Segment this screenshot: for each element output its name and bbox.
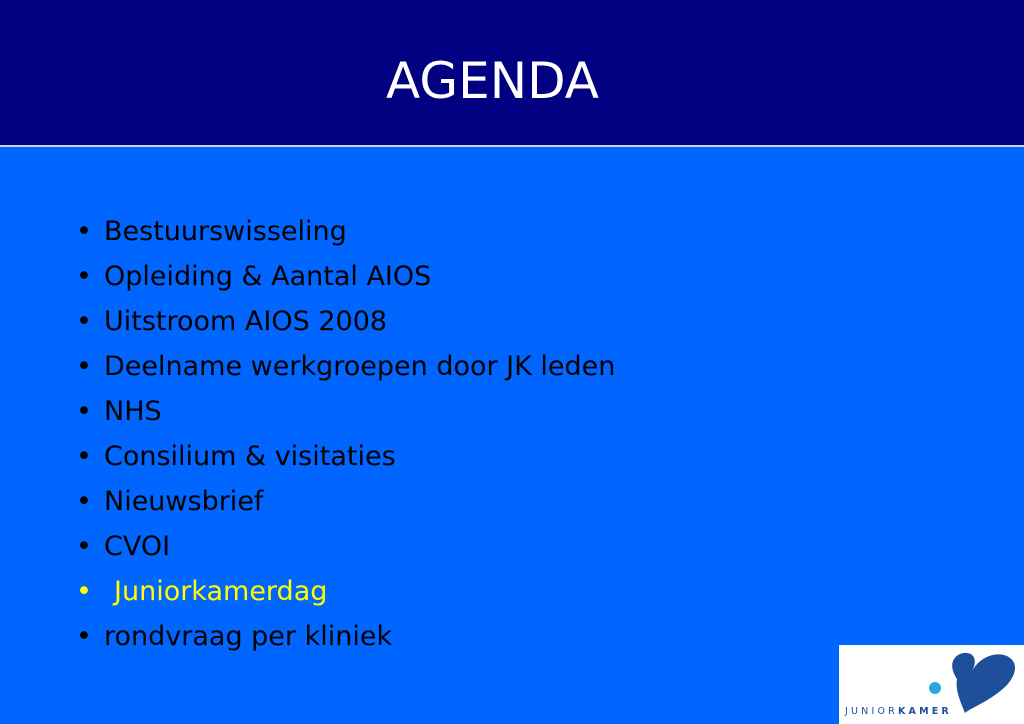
- logo-text-regular: JUNIOR: [845, 706, 898, 717]
- bullet: •: [76, 441, 92, 472]
- logo-text-bold: KAMER: [897, 706, 952, 717]
- agenda-item-label: Opleiding & Aantal AIOS: [104, 261, 432, 292]
- agenda-item: [76, 254, 615, 299]
- agenda-item: [76, 299, 615, 344]
- agenda-item: [76, 524, 615, 569]
- title-divider: [0, 145, 1024, 147]
- logo-wordmark: [845, 706, 952, 717]
- bullet: •: [76, 621, 92, 652]
- agenda-item: [76, 614, 615, 659]
- bullet: •: [76, 306, 92, 337]
- agenda-item: [76, 209, 615, 254]
- agenda-item-label: rondvraag per kliniek: [104, 621, 393, 652]
- agenda-item: [76, 389, 615, 434]
- slide-title: AGENDA: [386, 52, 599, 110]
- bullet: •: [76, 531, 92, 562]
- dot-shape: [929, 682, 941, 694]
- bullet: •: [76, 396, 92, 427]
- agenda-item-highlighted: [76, 569, 615, 614]
- agenda-item-label: Nieuwsbrief: [104, 486, 264, 517]
- bullet: •: [76, 486, 92, 517]
- agenda-item-label: NHS: [104, 396, 162, 427]
- agenda-item: [76, 344, 615, 389]
- agenda-item-label: Juniorkamerdag: [114, 576, 328, 607]
- agenda-item: [76, 434, 615, 479]
- heart-shape: [952, 653, 1015, 713]
- bullet: •: [76, 351, 92, 382]
- agenda-item-label: Uitstroom AIOS 2008: [104, 306, 388, 337]
- bullet: •: [76, 261, 92, 292]
- juniorkamer-logo: [839, 645, 1024, 724]
- agenda-list: [76, 209, 615, 659]
- agenda-item-label: CVOI: [104, 531, 171, 562]
- agenda-item-label: Bestuurswisseling: [104, 216, 347, 247]
- bullet: •: [76, 576, 92, 607]
- agenda-item-label: Consilium & visitaties: [104, 441, 396, 472]
- agenda-item-label: Deelname werkgroepen door JK leden: [104, 351, 616, 382]
- agenda-item: [76, 479, 615, 524]
- bullet: •: [76, 216, 92, 247]
